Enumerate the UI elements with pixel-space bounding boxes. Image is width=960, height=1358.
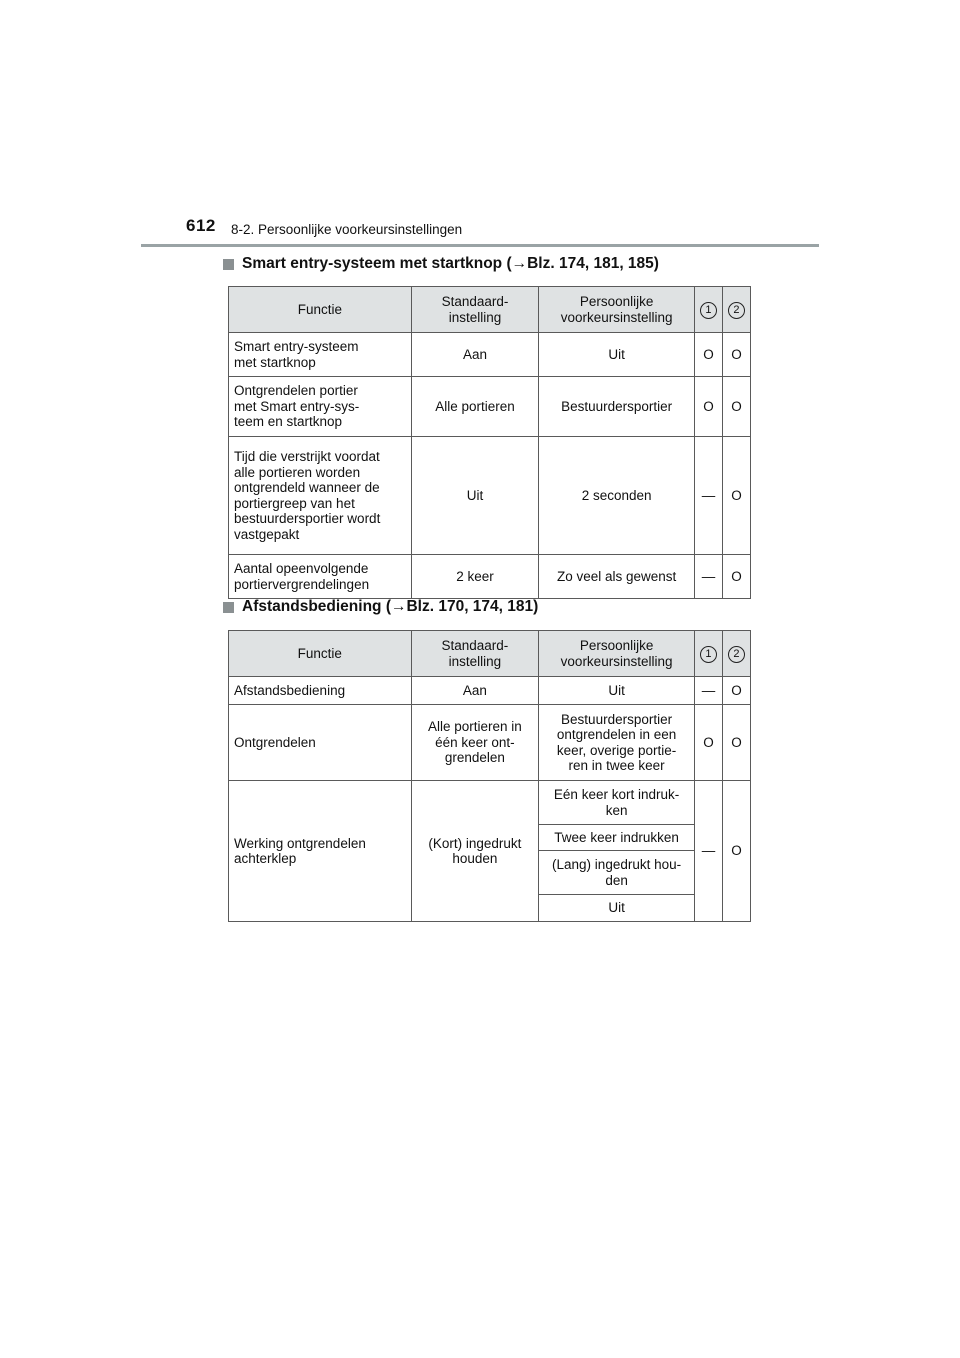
cell-col1: — xyxy=(694,437,722,555)
cell-function: Tijd die verstrijkt voordat alle portieren worden ontgrendeld wanneer de portiergreep van het bestuurdersportier wordt vastgepakt xyxy=(229,437,412,555)
section1-title: Smart entry-systeem met startknop (→Blz. 174, 181, 185) xyxy=(242,255,659,272)
cell-setting: Uit xyxy=(539,333,695,377)
table-header-row xyxy=(229,631,751,677)
col-header-default: Standaard- instelling xyxy=(411,287,539,333)
col-header-1 xyxy=(694,287,722,333)
cell-col1: O xyxy=(694,377,722,437)
table-row xyxy=(229,677,751,705)
col-header-default: Standaard- instelling xyxy=(411,631,539,677)
cell-col2: O xyxy=(722,333,750,377)
col-header-function: Functie xyxy=(229,287,412,333)
cell-function: Aantal opeenvolgende portiervergrendelingen xyxy=(229,555,412,599)
cell-setting: Bestuurdersportier xyxy=(539,377,695,437)
cell-function: Ontgrendelen xyxy=(229,705,412,781)
cell-col1: — xyxy=(694,781,722,922)
table-row xyxy=(229,555,751,599)
col-header-personal: Persoonlijke voorkeursinstelling xyxy=(539,631,695,677)
section2-heading xyxy=(223,598,538,616)
table-row xyxy=(229,437,751,555)
page-number: 612 xyxy=(186,216,216,235)
table-row xyxy=(229,781,751,825)
section1-heading xyxy=(223,255,659,273)
table-row xyxy=(229,333,751,377)
col-header-function: Functie xyxy=(229,631,412,677)
table-row xyxy=(229,377,751,437)
cell-setting: Uit xyxy=(539,677,695,705)
cell-col1: — xyxy=(694,555,722,599)
cell-default: Aan xyxy=(411,333,539,377)
cell-setting: 2 seconden xyxy=(539,437,695,555)
cell-col2: O xyxy=(722,781,750,922)
col-header-1 xyxy=(694,631,722,677)
col-header-2 xyxy=(722,287,750,333)
table-row xyxy=(229,705,751,781)
col-header-2 xyxy=(722,631,750,677)
section1-table xyxy=(228,286,751,599)
section-label: 8-2. Persoonlijke voorkeursinstellingen xyxy=(231,222,463,237)
square-bullet-icon xyxy=(223,602,234,613)
cell-function: Smart entry-systeem met startknop xyxy=(229,333,412,377)
circled-1-icon: 1 xyxy=(700,646,717,663)
cell-col1: O xyxy=(694,333,722,377)
cell-col2: O xyxy=(722,437,750,555)
cell-default: 2 keer xyxy=(411,555,539,599)
circled-1-icon: 1 xyxy=(700,302,717,319)
cell-option: (Lang) ingedrukt hou- den xyxy=(539,851,695,895)
section2-table xyxy=(228,630,751,922)
cell-function: Afstandsbediening xyxy=(229,677,412,705)
cell-setting: Zo veel als gewenst xyxy=(539,555,695,599)
circled-2-icon: 2 xyxy=(728,302,745,319)
cell-col2: O xyxy=(722,677,750,705)
header-rule xyxy=(141,244,819,247)
cell-default: Alle portieren xyxy=(411,377,539,437)
cell-function: Werking ontgrendelen achterklep xyxy=(229,781,412,922)
cell-setting: Bestuurdersportier ontgrendelen in een keer, overige portie- ren in twee keer xyxy=(539,705,695,781)
cell-col2: O xyxy=(722,377,750,437)
cell-col2: O xyxy=(722,705,750,781)
cell-option: Uit xyxy=(539,895,695,922)
table-header-row xyxy=(229,287,751,333)
cell-function: Ontgrendelen portier met Smart entry-sys- teem en startknop xyxy=(229,377,412,437)
cell-option: Eén keer kort indruk- ken xyxy=(539,781,695,825)
col-header-personal: Persoonlijke voorkeursinstelling xyxy=(539,287,695,333)
cell-col1: — xyxy=(694,677,722,705)
cell-col1: O xyxy=(694,705,722,781)
circled-2-icon: 2 xyxy=(728,646,745,663)
cell-default: Uit xyxy=(411,437,539,555)
cell-default: (Kort) ingedrukt houden xyxy=(411,781,539,922)
section2-title: Afstandsbediening (→Blz. 170, 174, 181) xyxy=(242,598,539,615)
cell-default: Alle portieren in één keer ont- grendelen xyxy=(411,705,539,781)
cell-default: Aan xyxy=(411,677,539,705)
cell-col2: O xyxy=(722,555,750,599)
cell-option: Twee keer indrukken xyxy=(539,825,695,851)
square-bullet-icon xyxy=(223,259,234,270)
